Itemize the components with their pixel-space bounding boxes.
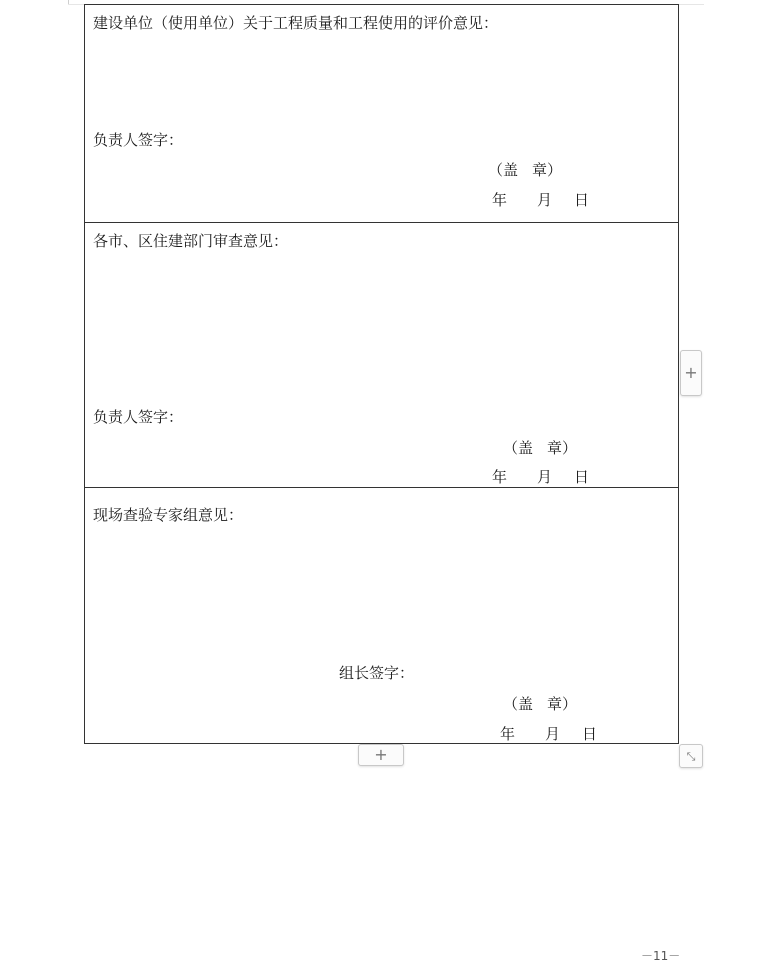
seal-open: （盖	[503, 695, 534, 713]
add-column-button[interactable]	[680, 350, 702, 396]
date-year: 年	[500, 725, 516, 743]
date-day: 日	[582, 725, 598, 743]
plus-icon: +	[684, 363, 698, 382]
section-heading[interactable]: 建设单位（使用单位）关于工程质量和工程使用的评价意见：	[93, 14, 499, 32]
seal-placeholder	[488, 161, 562, 179]
signature-label[interactable]: 组长签字：	[339, 664, 415, 682]
signature-label[interactable]: 负责人签字：	[93, 408, 184, 426]
seal-open: （盖	[503, 439, 534, 457]
seal-placeholder	[503, 439, 577, 457]
date-month: 月	[537, 191, 553, 209]
date-year: 年	[492, 468, 508, 486]
resize-diagonal-icon: ⤡	[686, 749, 696, 763]
add-row-button[interactable]	[358, 744, 404, 766]
date-day: 日	[574, 468, 590, 486]
section-housing-department-review	[85, 222, 678, 487]
plus-icon: +	[374, 745, 388, 764]
date-placeholder	[500, 725, 597, 743]
date-placeholder	[492, 468, 589, 486]
signature-label[interactable]: 负责人签字：	[93, 131, 184, 149]
page-number: －11－	[641, 949, 681, 963]
seal-close: 章）	[532, 161, 563, 179]
section-heading[interactable]: 现场查验专家组意见：	[93, 506, 244, 524]
seal-close: 章）	[547, 439, 578, 457]
date-day: 日	[574, 191, 590, 209]
seal-open: （盖	[488, 161, 519, 179]
table-resize-handle[interactable]	[679, 744, 703, 768]
date-year: 年	[492, 191, 508, 209]
section-heading[interactable]: 各市、区住建部门审查意见：	[93, 232, 289, 250]
seal-placeholder	[503, 695, 577, 713]
date-month: 月	[537, 468, 553, 486]
evaluation-form-table	[84, 4, 679, 744]
date-placeholder	[492, 191, 589, 209]
seal-close: 章）	[547, 695, 578, 713]
section-construction-unit-opinion	[85, 5, 678, 222]
section-expert-group-opinion	[85, 487, 678, 743]
date-month: 月	[545, 725, 561, 743]
